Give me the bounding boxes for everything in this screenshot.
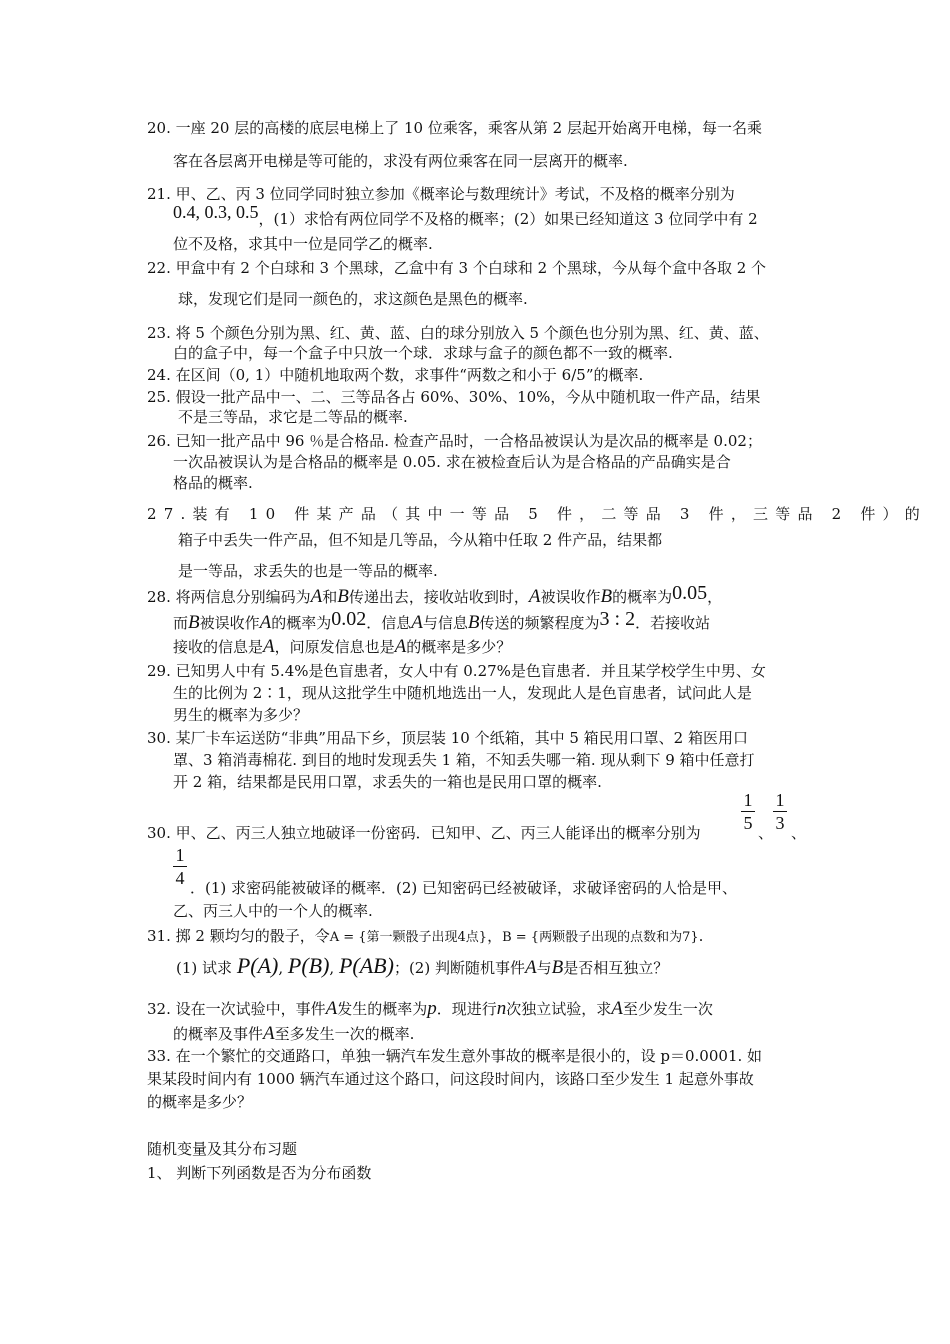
problem-32-line-2: 的概率及事件A至多发生一次的概率. — [173, 1023, 415, 1044]
section-item-1: 1、 判断下列函数是否为分布函数 — [147, 1164, 372, 1182]
problem-30a-line-3: 开 2 箱，结果都是民用口罩，求丢失的一箱也是民用口罩的概率. — [173, 773, 602, 791]
fraction-separator: 、 — [791, 824, 807, 842]
problem-28-line-3: 接收的信息是A，问原发信息也是A的概率是多少？ — [173, 636, 512, 657]
problem-26-line-3: 格品的概率. — [173, 474, 253, 492]
problem-22-line-2: 球，发现它们是同一颜色的，求这颜色是黑色的概率. — [178, 290, 528, 308]
problem-31-line-2: (1) 试求 P(A), P(B), P(AB)；(2) 判断随机事件A与B是否相互独立？ — [176, 953, 669, 978]
problem-27-line-3: 是一等品，求丢失的也是一等品的概率. — [178, 562, 438, 580]
section-title: 随机变量及其分布习题 — [147, 1140, 298, 1158]
problem-26-line-2: 一次品被误认为是合格品的概率是 0.05. 求在被检查后认为是合格品的产品确实是合 — [173, 453, 731, 471]
problem-30b-line-1: 30. 甲、乙、丙三人独立地破译一份密码．已知甲、乙、丙三人能译出的概率分别为 — [147, 824, 701, 842]
symbol-n: n — [496, 998, 507, 1019]
event-b: B — [337, 586, 349, 607]
problem-21-line-3: 位不及格，求其中一位是同学乙的概率. — [173, 235, 433, 253]
problem-23-line-2: 白的盒子中，每一个盒子中只放一个球．求球与盒子的颜色都不一致的概率. — [173, 344, 673, 362]
fraction-one-fifth: 1 5 — [741, 790, 755, 833]
problem-29-line-3: 男生的概率为多少？ — [173, 706, 309, 724]
problem-30b-line-3: 乙、丙三人中的一个人的概率. — [173, 902, 373, 920]
event-a: A — [310, 586, 323, 607]
problem-30a-line-1: 30. 某厂卡车运送防“非典”用品下乡，顶层装 10 个纸箱，其中 5 箱民用口罩、2 箱医用口 — [147, 729, 748, 747]
problem-20-line-1: 20. 一座 20 层的高楼的底层电梯上了 10 位乘客，乘客从第 2 层起开始离开电梯，每一名乘 — [147, 119, 762, 137]
problem-33-line-3: 的概率是多少？ — [147, 1093, 253, 1111]
fraction-one-third: 1 3 — [773, 790, 787, 833]
problem-32-line-1: 32. 设在一次试验中，事件A发生的概率为p．现进行n次独立试验，求A至少发生一次 — [147, 998, 713, 1019]
problem-27-line-1: 27.装有 10 件某产品（其中一等品 5 件，二等品 3 件，三等品 2 件）的 — [147, 505, 927, 523]
problem-22-line-1: 22. 甲盒中有 2 个白球和 3 个黑球，乙盒中有 3 个白球和 2 个黑球，今从每个盒中各取 2 个 — [147, 259, 767, 277]
prob-ab: P(AB) — [338, 953, 394, 978]
prob-0-02: 0.02 — [331, 608, 367, 630]
problem-29-line-1: 29. 已知男人中有 5.4%是色盲患者，女人中有 0.27%是色盲患者．并且某学校学生中男、女 — [147, 662, 766, 680]
problem-25-line-2: 不是三等品，求它是二等品的概率. — [178, 408, 408, 426]
problem-28-line-1: 28. 将两信息分别编码为A和B传递出去，接收站收到时，A被误收作B的概率为0.05， — [147, 582, 723, 607]
prob-0-05: 0.05 — [672, 582, 708, 604]
problem-27-line-2: 箱子中丢失一件产品，但不知是几等品，今从箱中任取 2 件产品，结果都 — [178, 531, 663, 549]
problem-26-line-1: 26. 已知一批产品中 96 ％是合格品. 检查产品时，一合格品被误认为是次品的概率是 0.02； — [147, 432, 762, 450]
problem-33-line-1: 33. 在一个繁忙的交通路口，单独一辆汽车发生意外事故的概率是很小的，设 p＝0.0001. 如 — [147, 1047, 763, 1065]
problem-30a-line-2: 罩、3 箱消毒棉花. 到目的地时发现丢失 1 箱，不知丢失哪一箱. 现从剩下 9 箱中任意打 — [173, 751, 755, 769]
prob-a: P(A) — [236, 953, 279, 978]
problem-24-line-1: 24. 在区间（0, 1）中随机地取两个数，求事件“两数之和小于 6/5”的概率. — [147, 366, 644, 384]
fraction-one-fourth: 1 4 — [173, 845, 187, 888]
probabilities-formula: 0.4, 0.3, 0.5 — [173, 202, 259, 222]
event-a-definition: A = {第一颗骰子出现4点} — [329, 930, 488, 945]
problem-23-line-1: 23. 将 5 个颜色分别为黑、红、黄、蓝、白的球分别放入 5 个颜色也分别为黑、红、黄、蓝、 — [147, 324, 769, 342]
ratio: 3 : 2 — [599, 608, 636, 630]
prob-b: P(B) — [287, 953, 330, 978]
problem-28-line-2: 而B被误收作A的概率为0.02．信息A与信息B传送的频繁程度为3 : 2．若接收站 — [173, 608, 711, 633]
problem-33-line-2: 果某段时间内有 1000 辆汽车通过这个路口，问这段时间内，该路口至少发生 1 起意外事故 — [147, 1070, 754, 1088]
problem-31-line-1: 31. 掷 2 颗均匀的骰子，令A = {第一颗骰子出现4点}，B = {两颗骰子出现的点数和为7}. — [147, 927, 704, 945]
problem-29-line-2: 生的比例为 2∶1，现从这批学生中随机地选出一人，发现此人是色盲患者，试问此人是 — [173, 684, 752, 702]
problem-20-line-2: 客在各层离开电梯是等可能的，求没有两位乘客在同一层离开的概率. — [173, 152, 628, 170]
problem-21-line-1: 21. 甲、乙、丙 3 位同学同时独立参加《概率论与数理统计》考试，不及格的概率分别为 — [147, 185, 735, 203]
event-b-definition: B = {两颗骰子出现的点数和为7} — [502, 930, 699, 945]
problem-30b-line-2: ．(1) 求密码能被破译的概率．(2) 已知密码已经被破译，求破译密码的人恰是甲、 — [190, 879, 738, 897]
problem-21-line-2: 0.4, 0.3, 0.5，(1）求恰有两位同学不及格的概率；(2）如果已经知道这 3 位同学中有 2 — [173, 202, 758, 228]
symbol-p: p — [427, 998, 437, 1019]
fraction-separator: 、 — [758, 824, 774, 842]
problem-25-line-1: 25. 假设一批产品中一、二、三等品各占 60%、30%、10%，今从中随机取一件产品，结果 — [147, 388, 761, 406]
